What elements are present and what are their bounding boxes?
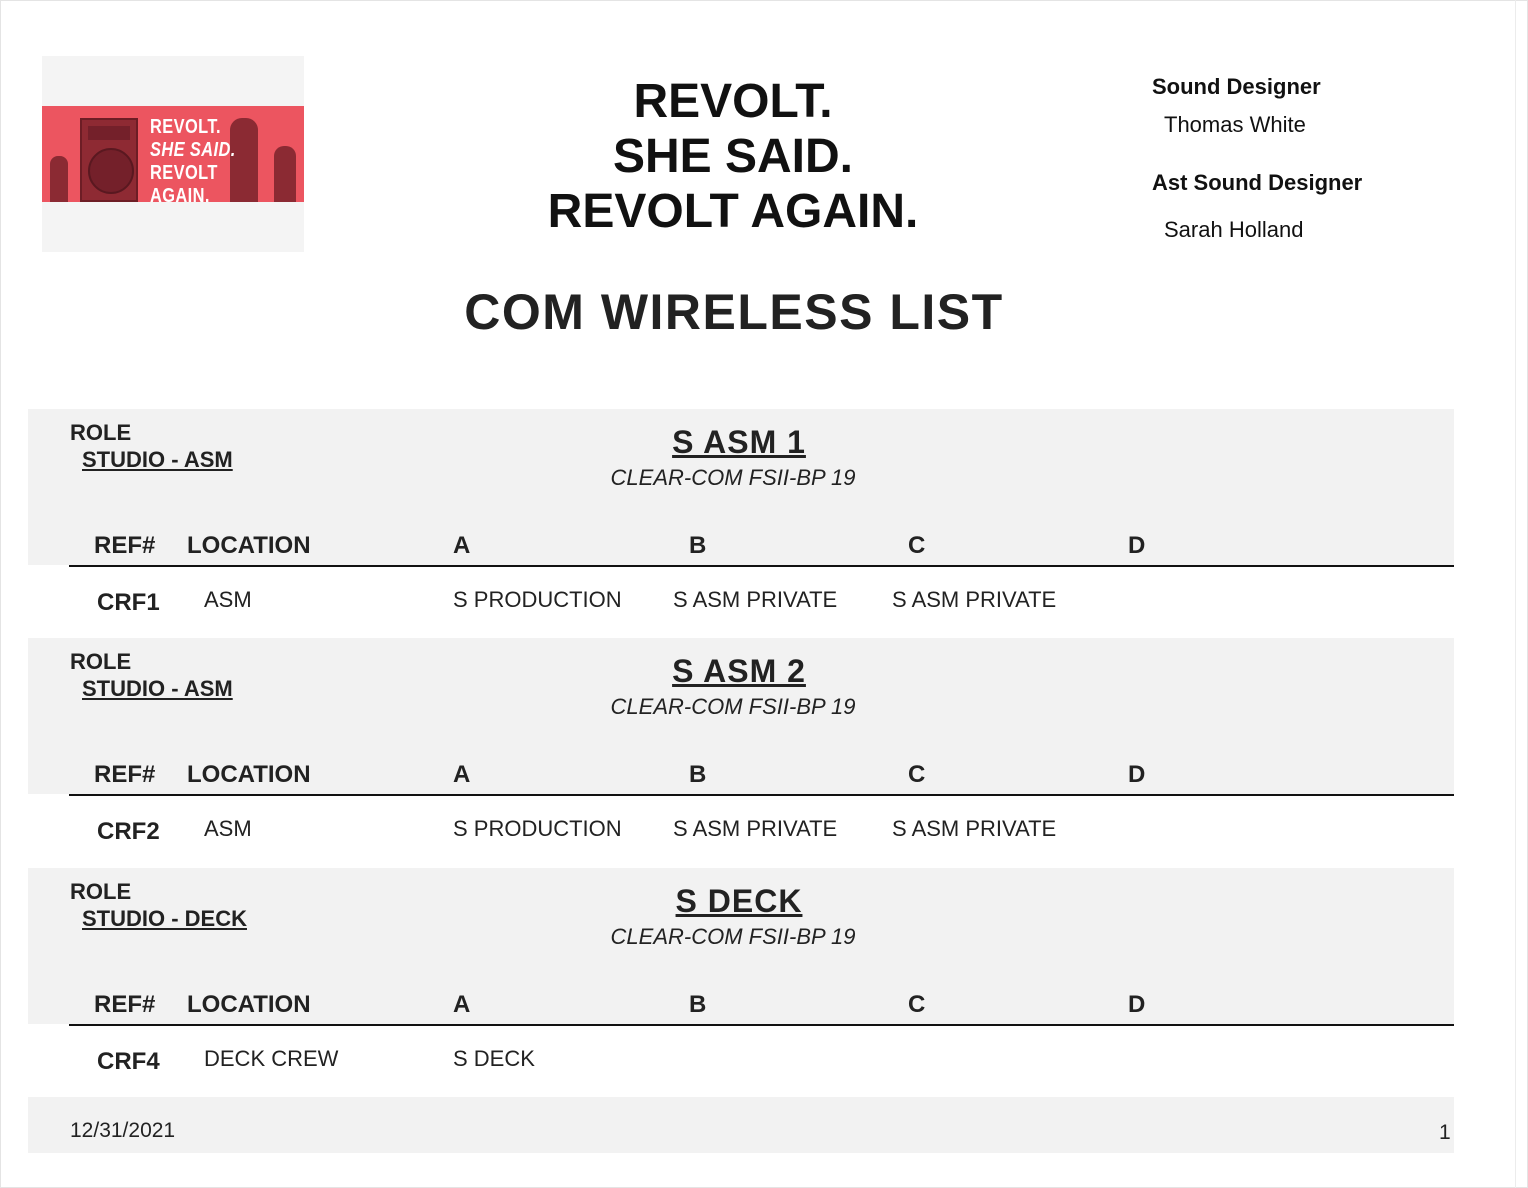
unit-model: CLEAR-COM FSII-BP 19 (610, 694, 856, 719)
location-cell: ASM (204, 816, 252, 841)
raised-fist-icon (50, 156, 68, 202)
show-title-line: REVOLT AGAIN. (547, 185, 919, 238)
column-header-location: LOCATION (187, 761, 311, 788)
channel-c-cell: S ASM PRIVATE (892, 816, 1057, 841)
column-header-a: A (453, 991, 471, 1018)
column-header-a: A (453, 761, 471, 788)
logo-wordmark: REVOLT. SHE SAID. REVOLT AGAIN. (150, 116, 236, 202)
section-divider (69, 1024, 1454, 1026)
ref-number: CRF4 (97, 1048, 160, 1075)
column-header-d: D (1128, 532, 1146, 559)
show-title-line: REVOLT. (633, 75, 833, 128)
com-section (28, 868, 1454, 1097)
page-footer (28, 1097, 1454, 1153)
column-header-d: D (1128, 991, 1146, 1018)
column-header-ref: REF# (94, 991, 156, 1018)
location-cell: DECK CREW (204, 1046, 339, 1071)
role-value: STUDIO - DECK (82, 906, 247, 931)
ref-number: CRF2 (97, 818, 160, 845)
role-label: ROLE (70, 879, 132, 904)
section-divider (69, 794, 1454, 796)
unit-name: S ASM 2 (672, 653, 806, 689)
column-header-c: C (908, 991, 926, 1018)
channel-c-cell: S ASM PRIVATE (892, 587, 1057, 612)
role-label: ROLE (70, 649, 132, 674)
unit-name: S ASM 1 (672, 424, 806, 460)
show-logo (42, 56, 304, 252)
column-header-b: B (689, 532, 707, 559)
column-header-location: LOCATION (187, 991, 311, 1018)
channel-a-cell: S DECK (453, 1046, 535, 1071)
page-number: 1 (1439, 1121, 1451, 1144)
role-label: ROLE (70, 420, 132, 445)
section-divider (69, 565, 1454, 567)
column-header-c: C (908, 761, 926, 788)
column-header-a: A (453, 532, 471, 559)
logo-banner (42, 106, 304, 202)
role-value: STUDIO - ASM (82, 447, 233, 472)
column-header-b: B (689, 761, 707, 788)
column-header-b: B (689, 991, 707, 1018)
raised-fist-icon (274, 146, 296, 202)
credit-role: Sound Designer (1152, 74, 1321, 99)
credit-name: Thomas White (1164, 112, 1306, 137)
channel-b-cell: S ASM PRIVATE (673, 587, 838, 612)
channel-a-cell: S PRODUCTION (453, 587, 622, 612)
print-date: 12/31/2021 (70, 1119, 176, 1142)
column-header-location: LOCATION (187, 532, 311, 559)
column-header-ref: REF# (94, 532, 156, 559)
show-title-line: SHE SAID. (612, 130, 854, 183)
unit-model: CLEAR-COM FSII-BP 19 (610, 924, 856, 949)
location-cell: ASM (204, 587, 252, 612)
list-title: COM WIRELESS LIST (464, 284, 1004, 340)
column-header-d: D (1128, 761, 1146, 788)
channel-a-cell: S PRODUCTION (453, 816, 622, 841)
column-header-c: C (908, 532, 926, 559)
unit-model: CLEAR-COM FSII-BP 19 (610, 465, 856, 490)
channel-b-cell: S ASM PRIVATE (673, 816, 838, 841)
unit-name: S DECK (675, 883, 803, 919)
page-margin-rule (1515, 0, 1516, 1188)
credit-role: Ast Sound Designer (1152, 170, 1363, 195)
ref-number: CRF1 (97, 589, 160, 616)
show-title (483, 74, 983, 239)
role-value: STUDIO - ASM (82, 676, 233, 701)
amplifier-icon (80, 118, 138, 202)
column-header-ref: REF# (94, 761, 156, 788)
com-section (28, 638, 1454, 867)
credit-name: Sarah Holland (1164, 217, 1304, 242)
com-section (28, 409, 1454, 638)
